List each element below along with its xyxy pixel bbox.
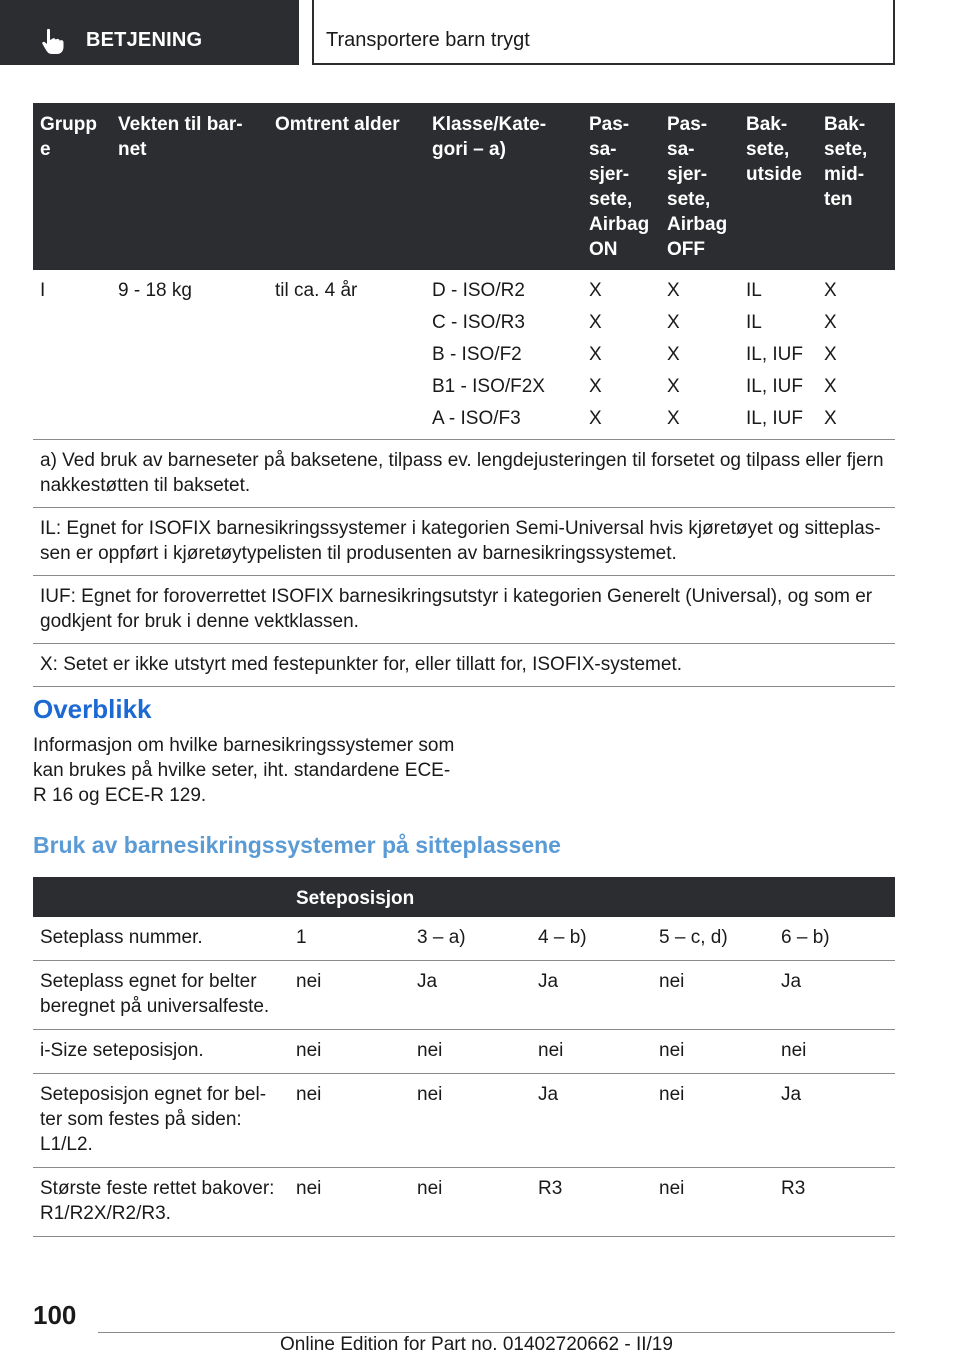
cell-value: X <box>824 312 837 333</box>
cell-value: X <box>589 280 602 301</box>
airbag-off-cell <box>660 270 739 440</box>
group-cell: I <box>33 270 111 440</box>
table-row <box>33 1074 895 1168</box>
airbag-on-cell <box>582 270 660 440</box>
cell-value: X <box>667 344 680 365</box>
age-cell: til ca. 4 år <box>268 270 425 440</box>
class-value: B1 - ISO/F2X <box>432 376 545 397</box>
class-value: D - ISO/R2 <box>432 280 525 301</box>
table-header-row <box>33 877 895 917</box>
table-cell: Ja <box>774 961 895 1030</box>
class-value: A - ISO/F3 <box>432 408 521 429</box>
cell-value: X <box>667 312 680 333</box>
table-cell: nei <box>410 1074 531 1168</box>
table-cell: R3 <box>774 1168 895 1237</box>
column-header: Vekten til bar- net <box>111 103 268 270</box>
table-cell: nei <box>289 1074 410 1168</box>
cell-value: X <box>589 312 602 333</box>
cell-value: X <box>667 376 680 397</box>
column-header: Pas- sa- sjer- sete, Airbag OFF <box>660 103 739 270</box>
column-header: Seteposisjon <box>289 877 895 917</box>
header-blank <box>33 877 289 917</box>
footnote-text: IL: Egnet for ISOFIX barnesikringssystemer i kategorien Semi-Universal hvis kjøretøyet og sitteplas-sen er oppført i kjøretøytypelisten til produsenten av barnesikringssystemet. <box>33 508 895 576</box>
table-cell: Ja <box>410 961 531 1030</box>
page-number: 100 <box>33 1300 77 1330</box>
footnote-text: a) Ved bruk av barneseter på baksetene, tilpass ev. lengdejusteringen til forsetet og tilpass eller fjern nakkestøtten til baksetet. <box>33 440 895 508</box>
table-cell: nei <box>289 1030 410 1074</box>
table-row <box>33 1168 895 1237</box>
cell-value: X <box>589 344 602 365</box>
table-header-row <box>33 103 895 270</box>
table-cell: 6 – b) <box>774 917 895 961</box>
cell-value: X <box>589 408 602 429</box>
cell-value: X <box>824 376 837 397</box>
table-cell: Ja <box>774 1074 895 1168</box>
cell-value: X <box>824 280 837 301</box>
class-value: C - ISO/R3 <box>432 312 525 333</box>
cell-value: X <box>667 408 680 429</box>
table-note-row <box>33 440 895 508</box>
table-row <box>33 270 895 440</box>
table-row <box>33 961 895 1030</box>
cell-value: IL <box>746 280 762 301</box>
table-note-row <box>33 508 895 576</box>
table-cell: nei <box>652 961 774 1030</box>
section-title: BETJENING <box>86 29 203 51</box>
cell-value: X <box>824 344 837 365</box>
weight-cell: 9 - 18 kg <box>111 270 268 440</box>
chapter-title: Transportere barn trygt <box>326 29 530 51</box>
intro-paragraph: Informasjon om hvilke barnesikringssystemer som kan brukes på hvilke seter, iht. standardene ECE-R 16 og ECE-R 129. <box>33 735 455 806</box>
isofix-weight-class-table <box>33 103 895 687</box>
table-note-row <box>33 576 895 644</box>
footer-divider <box>98 1332 895 1333</box>
table-cell: Ja <box>531 961 652 1030</box>
row-label: i-Size seteposisjon. <box>33 1030 289 1074</box>
table-note-row <box>33 644 895 687</box>
cell-value: IL, IUF <box>746 408 804 429</box>
table-cell: nei <box>289 1168 410 1237</box>
column-header: Omtrent alder <box>268 103 425 270</box>
row-label: Seteplass egnet for belter beregnet på universalfeste. <box>33 961 289 1030</box>
seat-position-table <box>33 877 895 1237</box>
row-label: Største feste rettet bakover: R1/R2X/R2/R3. <box>33 1168 289 1237</box>
class-value: B - ISO/F2 <box>432 344 522 365</box>
section-heading: Overblikk <box>33 694 152 724</box>
table-cell: 5 – c, d) <box>652 917 774 961</box>
footnote-text: X: Setet er ikke utstyrt med festepunkter for, eller tillatt for, ISOFIX-systemet. <box>33 644 895 687</box>
hand-pointer-icon <box>40 27 66 55</box>
table-cell: 3 – a) <box>410 917 531 961</box>
table-cell: 4 – b) <box>531 917 652 961</box>
edition-note: Online Edition for Part no. 01402720662 - II/19 <box>280 1334 673 1355</box>
rear-outer-cell <box>739 270 817 440</box>
cell-value: IL, IUF <box>746 376 804 397</box>
footnote-text: IUF: Egnet for foroverrettet ISOFIX barnesikringsutstyr i kategorien Generelt (Universal), og som er godkjent for bruk i denne vektklassen. <box>33 576 895 644</box>
cell-value: X <box>589 376 602 397</box>
cell-value: IL, IUF <box>746 344 804 365</box>
table-row <box>33 1030 895 1074</box>
table-row <box>33 917 895 961</box>
table-cell: nei <box>652 1030 774 1074</box>
table-cell: R3 <box>531 1168 652 1237</box>
table-cell: nei <box>410 1168 531 1237</box>
column-header: Klasse/Kate- gori – a) <box>425 103 582 270</box>
class-cell <box>425 270 582 440</box>
rear-middle-cell <box>817 270 895 440</box>
row-label: Seteposisjon egnet for bel-ter som festes på siden: L1/L2. <box>33 1074 289 1168</box>
row-label: Seteplass nummer. <box>33 917 289 961</box>
table-cell: nei <box>774 1030 895 1074</box>
column-header: Bak- sete, utside <box>739 103 817 270</box>
column-header: Bak- sete, mid- ten <box>817 103 895 270</box>
table-cell: nei <box>410 1030 531 1074</box>
cell-value: X <box>824 408 837 429</box>
cell-value: IL <box>746 312 762 333</box>
table-cell: 1 <box>289 917 410 961</box>
table-cell: nei <box>652 1074 774 1168</box>
column-header: Pas- sa- sjer- sete, Airbag ON <box>582 103 660 270</box>
table-cell: nei <box>652 1168 774 1237</box>
column-header: Grupp e <box>33 103 111 270</box>
table-cell: nei <box>531 1030 652 1074</box>
subsection-heading: Bruk av barnesikringssystemer på sitteplassene <box>33 832 561 858</box>
table-cell: nei <box>289 961 410 1030</box>
table-cell: Ja <box>531 1074 652 1168</box>
cell-value: X <box>667 280 680 301</box>
